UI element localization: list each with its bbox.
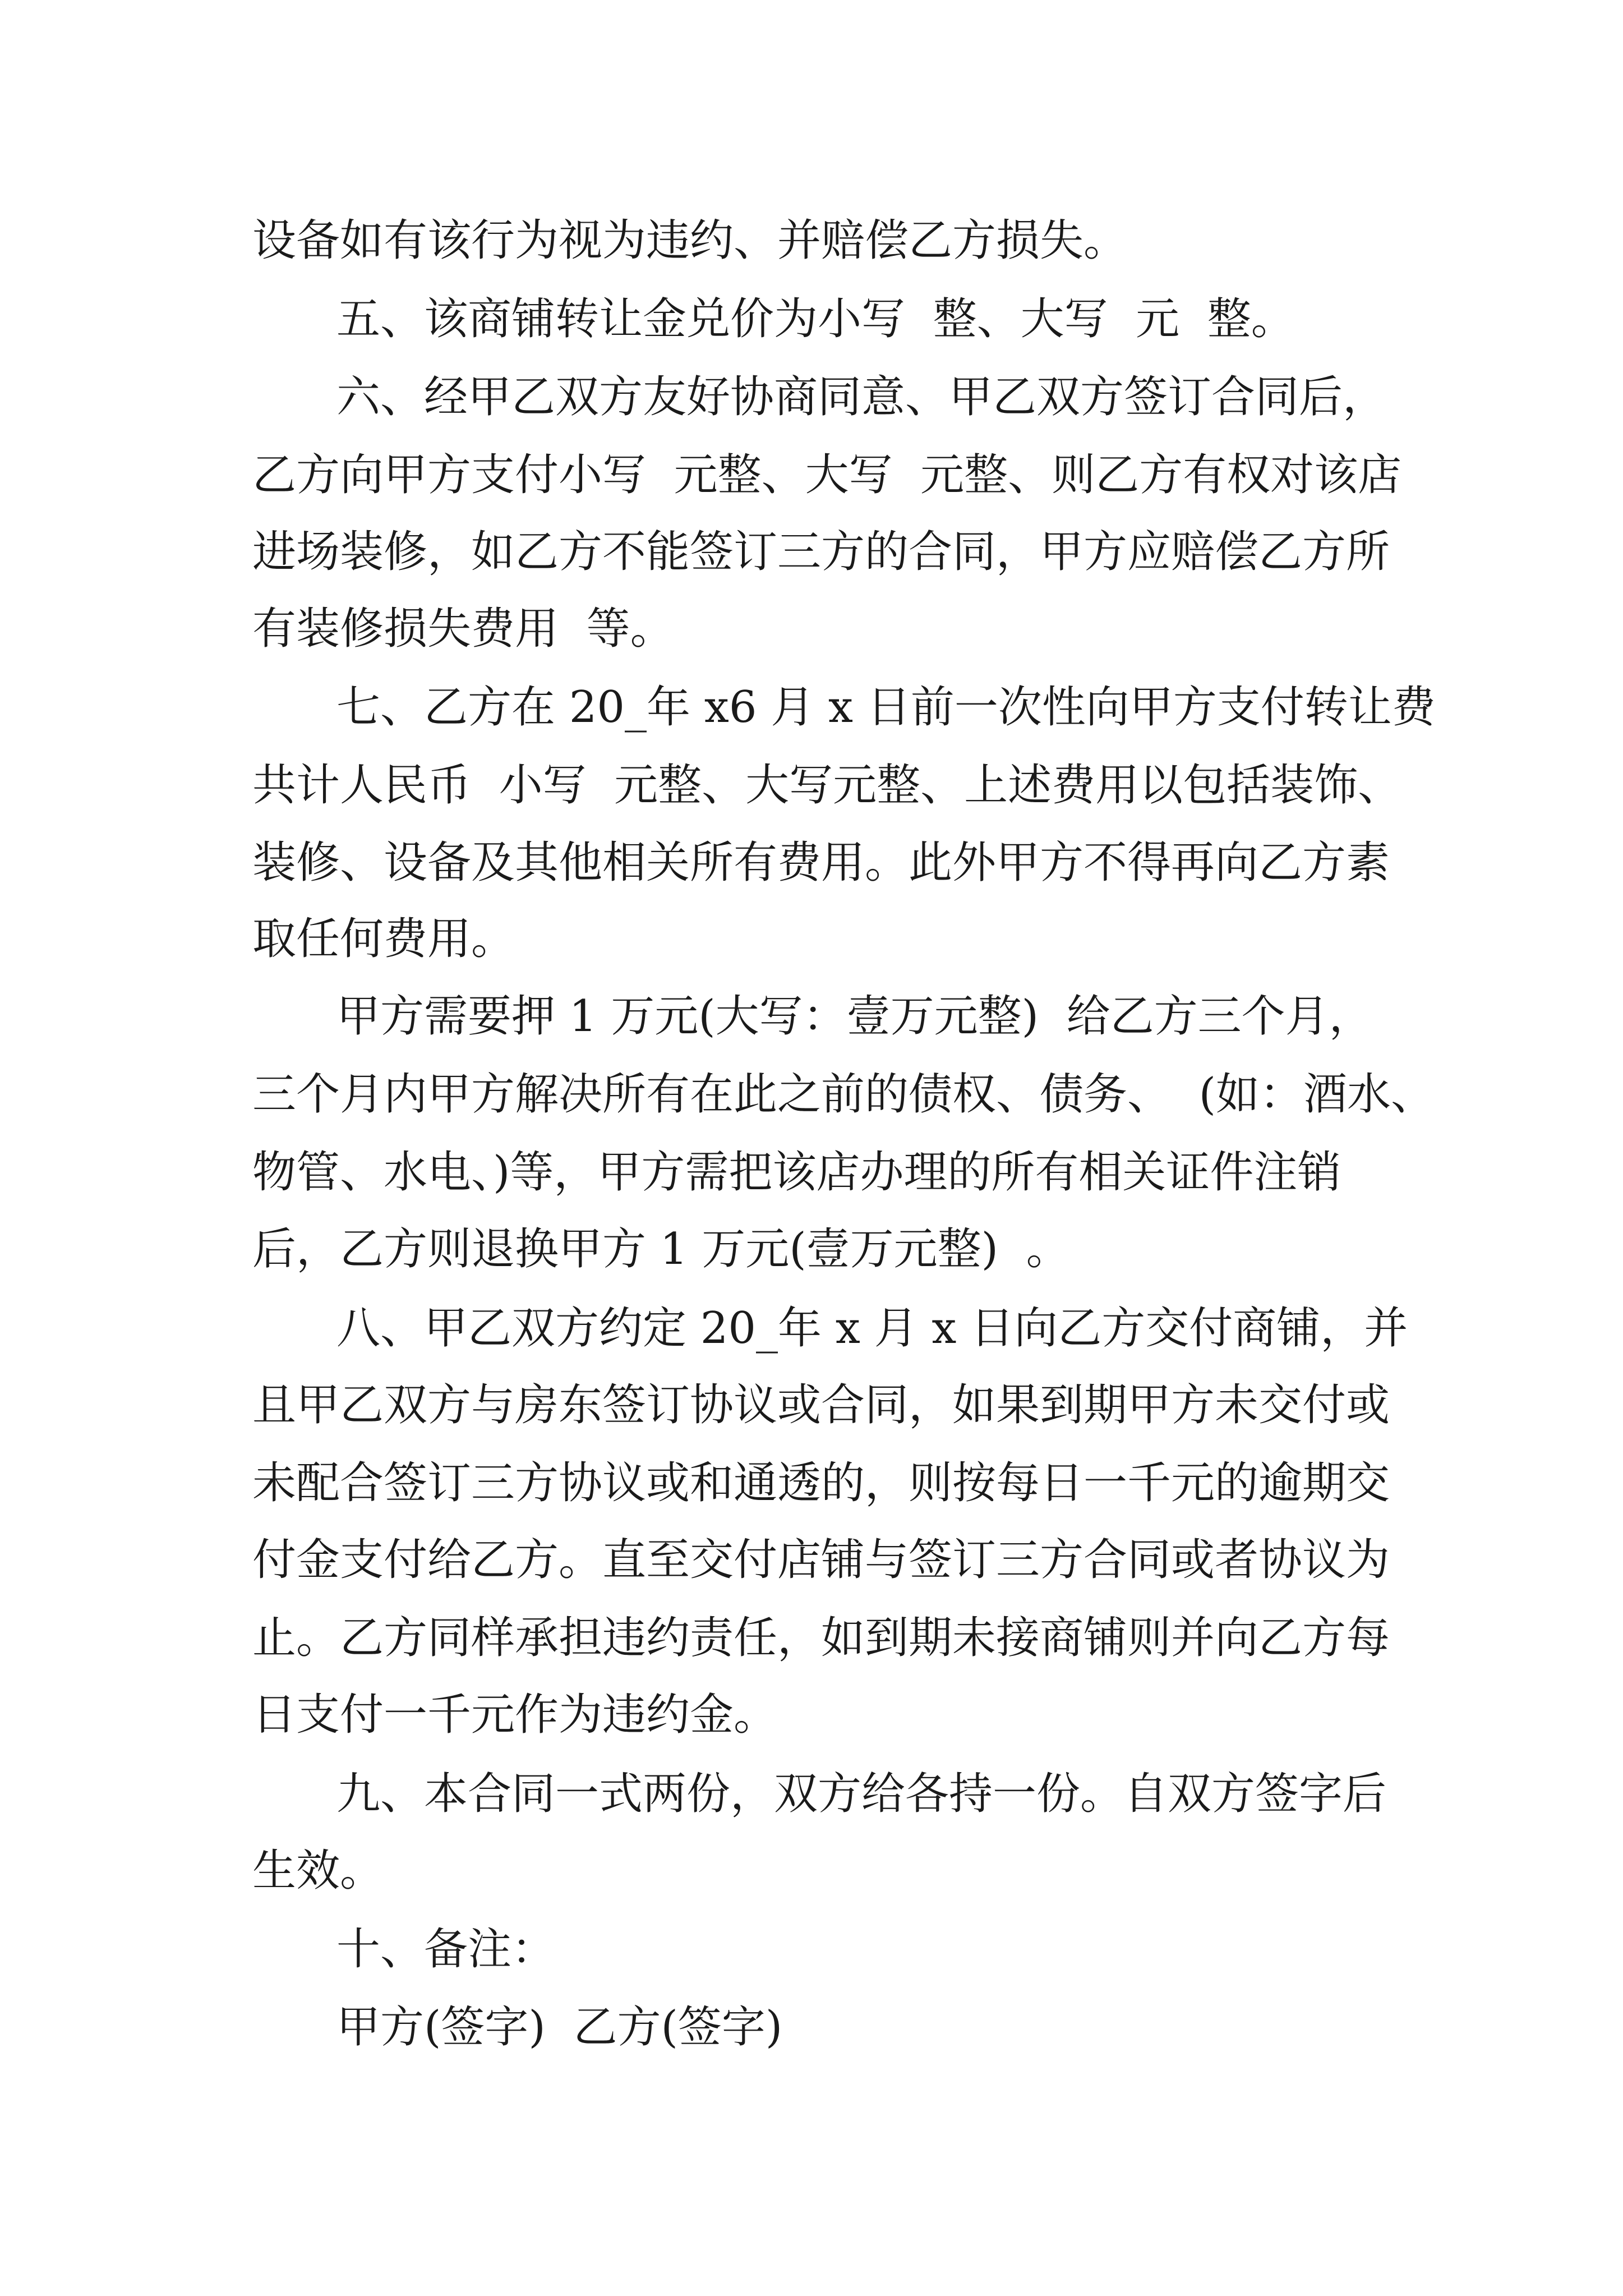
text-line: 甲方需要押 1 万元(大写：壹万元整) 给乙方三个月， [336,991,1373,1042]
text-line: 共计人民币 小写 元整、大写元整、上述费用以包括装饰、 [252,760,1402,811]
text-line: 有装修损失费用 等。 [252,604,674,654]
text-line: 取任何费用。 [252,914,515,964]
text-line: 物管、水电、)等，甲方需把该店办理的所有相关证件注销 [252,1147,1341,1198]
text-line: 且甲乙双方与房东签订协议或合同，如果到期甲方未交付或 [252,1380,1390,1430]
text-line: 未配合签订三方协议或和通透的，则按每日一千元的逾期交 [252,1458,1390,1508]
text-line: 进场装修，如乙方不能签订三方的合同，甲方应赔偿乙方所 [252,527,1390,577]
text-line: 后，乙方则退换甲方 1 万元(壹万元整) 。 [252,1224,1070,1274]
text-line: 设备如有该行为视为违约、并赔偿乙方损失。 [252,215,1128,266]
text-line: 九、本合同一式两份，双方给各持一份。自双方签字后 [336,1769,1387,1819]
text-line: 生效。 [252,1846,384,1896]
text-line: 十、备注： [336,1924,556,1975]
text-line: 七、乙方在 20_年 x6 月 x 日前一次性向甲方支付转让费 [336,682,1436,733]
text-line: 甲方(签字) 乙方(签字) [336,2002,783,2053]
text-line: 三个月内甲方解决所有在此之前的债权、债务、 (如：酒水、 [252,1069,1435,1120]
text-line: 八、甲乙双方约定 20_年 x 月 x 日向乙方交付商铺，并 [336,1303,1408,1354]
text-line: 付金支付给乙方。直至交付店铺与签订三方合同或者协议为 [252,1535,1390,1585]
text-line: 五、该商铺转让金兑价为小写 整、大写 元 整。 [336,294,1295,344]
text-line: 日支付一千元作为违约金。 [252,1690,778,1740]
text-line: 六、经甲乙双方友好协商同意、甲乙双方签订合同后， [336,372,1387,422]
text-line: 乙方向甲方支付小写 元整、大写 元整、则乙方有权对该店 [252,450,1402,500]
text-line: 止。乙方同样承担违约责任，如到期未接商铺则并向乙方每 [252,1613,1390,1663]
text-line: 装修、设备及其他相关所有费用。此外甲方不得再向乙方素 [252,838,1390,888]
